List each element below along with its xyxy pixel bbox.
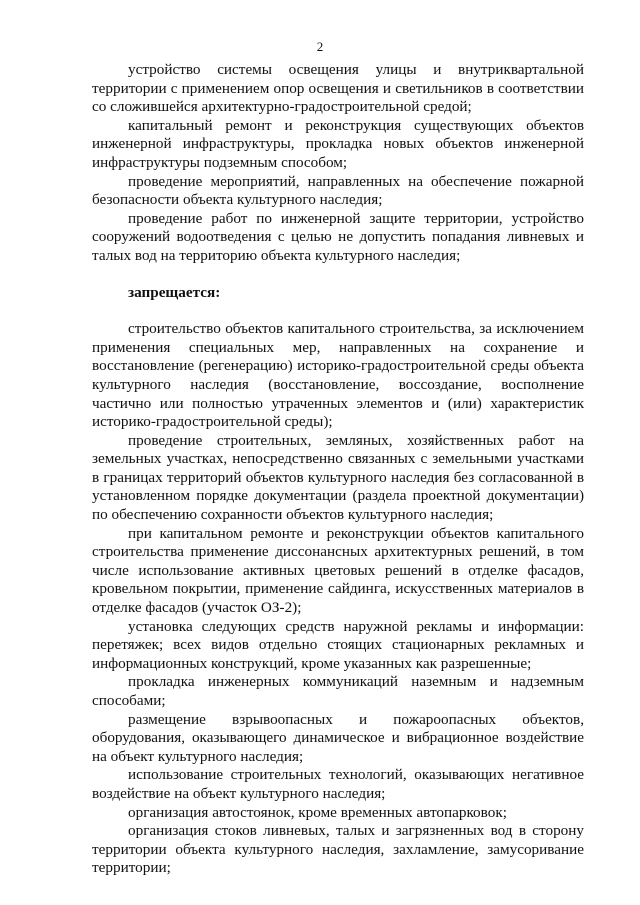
spacer xyxy=(92,266,584,284)
prohibited-item: организация автостоянок, кроме временных автопарковок; xyxy=(128,803,507,821)
spacer xyxy=(92,302,584,320)
page-number: 2 xyxy=(316,39,324,54)
prohibited-item: при капитальном ремонте и реконструкции объектов капитального строительства применение диссонансных архитектурных решений, в том числе использование активных цветовых решений в отделке фасадов, кровельном покрытии, применение сайдинга, искусственных материалов в отделке фасадов (участок ОЗ-2); xyxy=(92,524,584,617)
prohibited-item: размещение взрывоопасных и пожароопасных объектов, оборудования, оказывающего динамическое и вибрационное воздействие на объект культурного наследия; xyxy=(92,710,584,765)
prohibited-heading: запрещается: xyxy=(128,283,221,301)
document-body xyxy=(92,61,584,878)
prohibited-item: строительство объектов капитального строительства, за исключением применения специальных мер, направленных на сохранение и восстановление (регенерацию) историко-градостроительной среды объекта культурного наследия (восстановление, воссоздание, восполнение частично или полностью утраченных элементов и (или) характеристик историко-градостроительной среды); xyxy=(92,320,584,431)
prohibited-item: прокладка инженерных коммуникаций наземным и надземным способами; xyxy=(92,673,584,709)
allowed-item: устройство системы освещения улицы и внутриквартальной территории с применением опор освещения и светильников в соответствии со сложившейся архитектурно-градостроительной средой; xyxy=(92,61,584,116)
allowed-item: проведение мероприятий, направленных на обеспечение пожарной безопасности объекта культурного наследия; xyxy=(92,172,584,209)
prohibited-item: установка следующих средств наружной рекламы и информации: перетяжек; всех видов отдельно стоящих стационарных рекламных и информационных конструкций, кроме указанных как разрешенные; xyxy=(92,617,584,672)
prohibited-item: организация стоков ливневых, талых и загрязненных вод в сторону территории объекта культурного наследия, захламление, замусоривание территории; xyxy=(92,822,584,877)
prohibited-item: использование строительных технологий, оказывающих негативное воздействие на объект культурного наследия; xyxy=(92,766,584,802)
allowed-item: проведение работ по инженерной защите территории, устройство сооружений водоотведения с целью не допустить попадания ливневых и талых вод на территорию объекта культурного наследия; xyxy=(92,209,584,264)
prohibited-item: проведение строительных, земляных, хозяйственных работ на земельных участках, непосредственно связанных с земельными участками в границах территорий объектов культурного наследия без согласованной в установленном порядке документации (раздела проектной документации) по обеспечению сохранности объектов культурного наследия; xyxy=(92,431,584,524)
allowed-item: капитальный ремонт и реконструкция существующих объектов инженерной инфраструктуры, прокладка новых объектов инженерной инфраструктуры подземным способом; xyxy=(92,116,584,171)
